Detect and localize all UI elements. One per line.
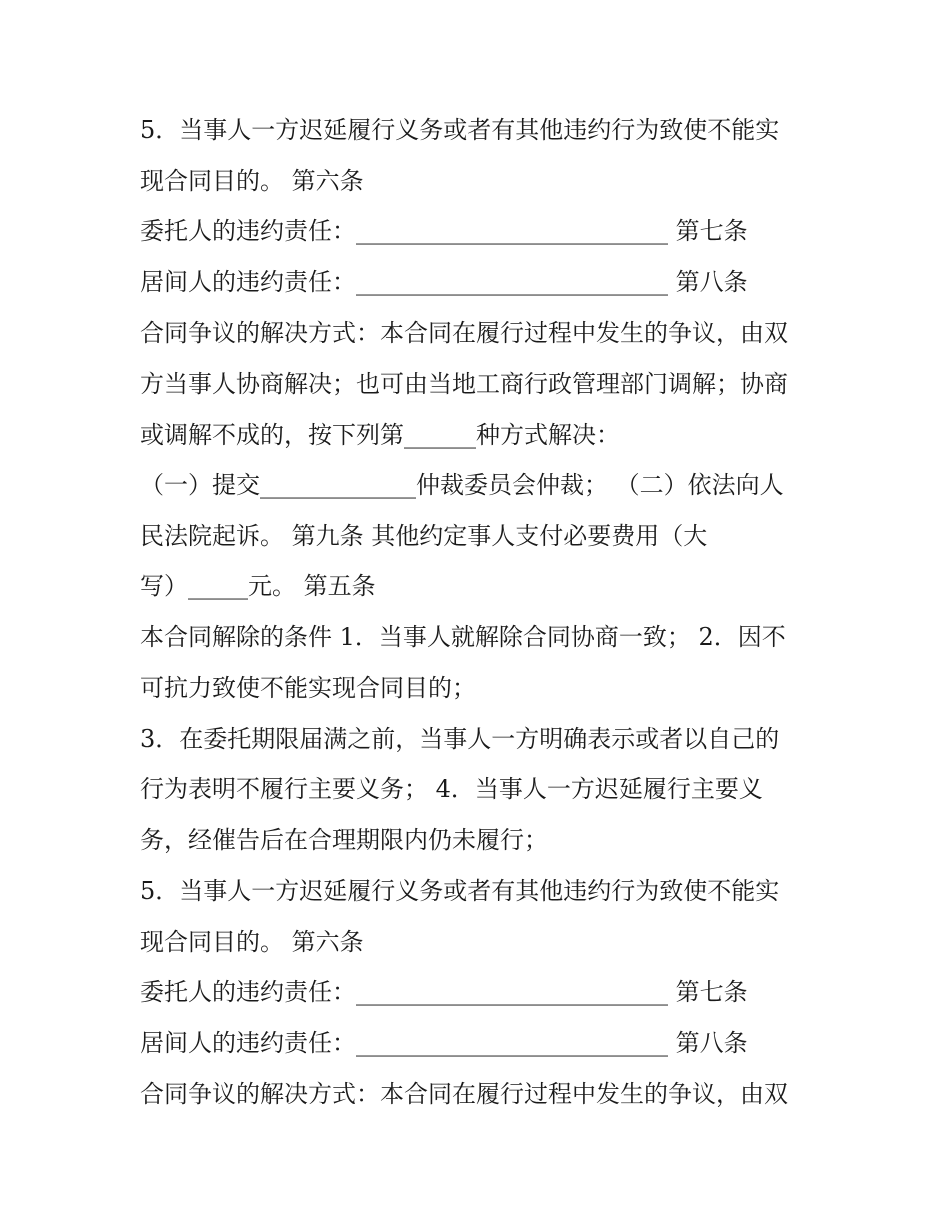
text-line: 方当事人协商解决；也可由当地工商行政管理部门调解；协商 (140, 370, 788, 398)
text-line: 居间人的违约责任：__________________________ 第八条 (140, 268, 748, 296)
text-line: 5．当事人一方迟延履行义务或者有其他违约行为致使不能实 (140, 116, 780, 144)
text-line: 可抗力致使不能实现合同目的； (140, 674, 476, 702)
text-line: 5．当事人一方迟延履行义务或者有其他违约行为致使不能实 (140, 877, 780, 905)
text-line: 或调解不成的，按下列第______种方式解决： (140, 421, 620, 449)
text-line: 写）_____元。 第五条 (140, 572, 376, 600)
text-line: 务，经催告后在合理期限内仍未履行； (140, 826, 548, 854)
text-line: 委托人的违约责任：__________________________ 第七条 (140, 217, 748, 245)
text-line: 现合同目的。 第六条 (140, 167, 364, 195)
text-line: 行为表明不履行主要义务； 4．当事人一方迟延履行主要义 (140, 775, 763, 803)
text-line: 合同争议的解决方式：本合同在履行过程中发生的争议，由双 (140, 1080, 788, 1108)
text-line: 居间人的违约责任：__________________________ 第八条 (140, 1029, 748, 1057)
text-line: 民法院起诉。 第九条 其他约定事人支付必要费用（大 (140, 522, 708, 550)
text-line: 3．在委托期限届满之前，当事人一方明确表示或者以自己的 (140, 725, 780, 753)
text-line: 现合同目的。 第六条 (140, 928, 364, 956)
text-line: （一）提交_____________仲裁委员会仲裁； （二）依法向人 (140, 471, 784, 499)
text-line: 合同争议的解决方式：本合同在履行过程中发生的争议，由双 (140, 319, 788, 347)
text-line: 委托人的违约责任：__________________________ 第七条 (140, 978, 748, 1006)
text-line: 本合同解除的条件 1．当事人就解除合同协商一致； 2．因不 (140, 623, 786, 651)
